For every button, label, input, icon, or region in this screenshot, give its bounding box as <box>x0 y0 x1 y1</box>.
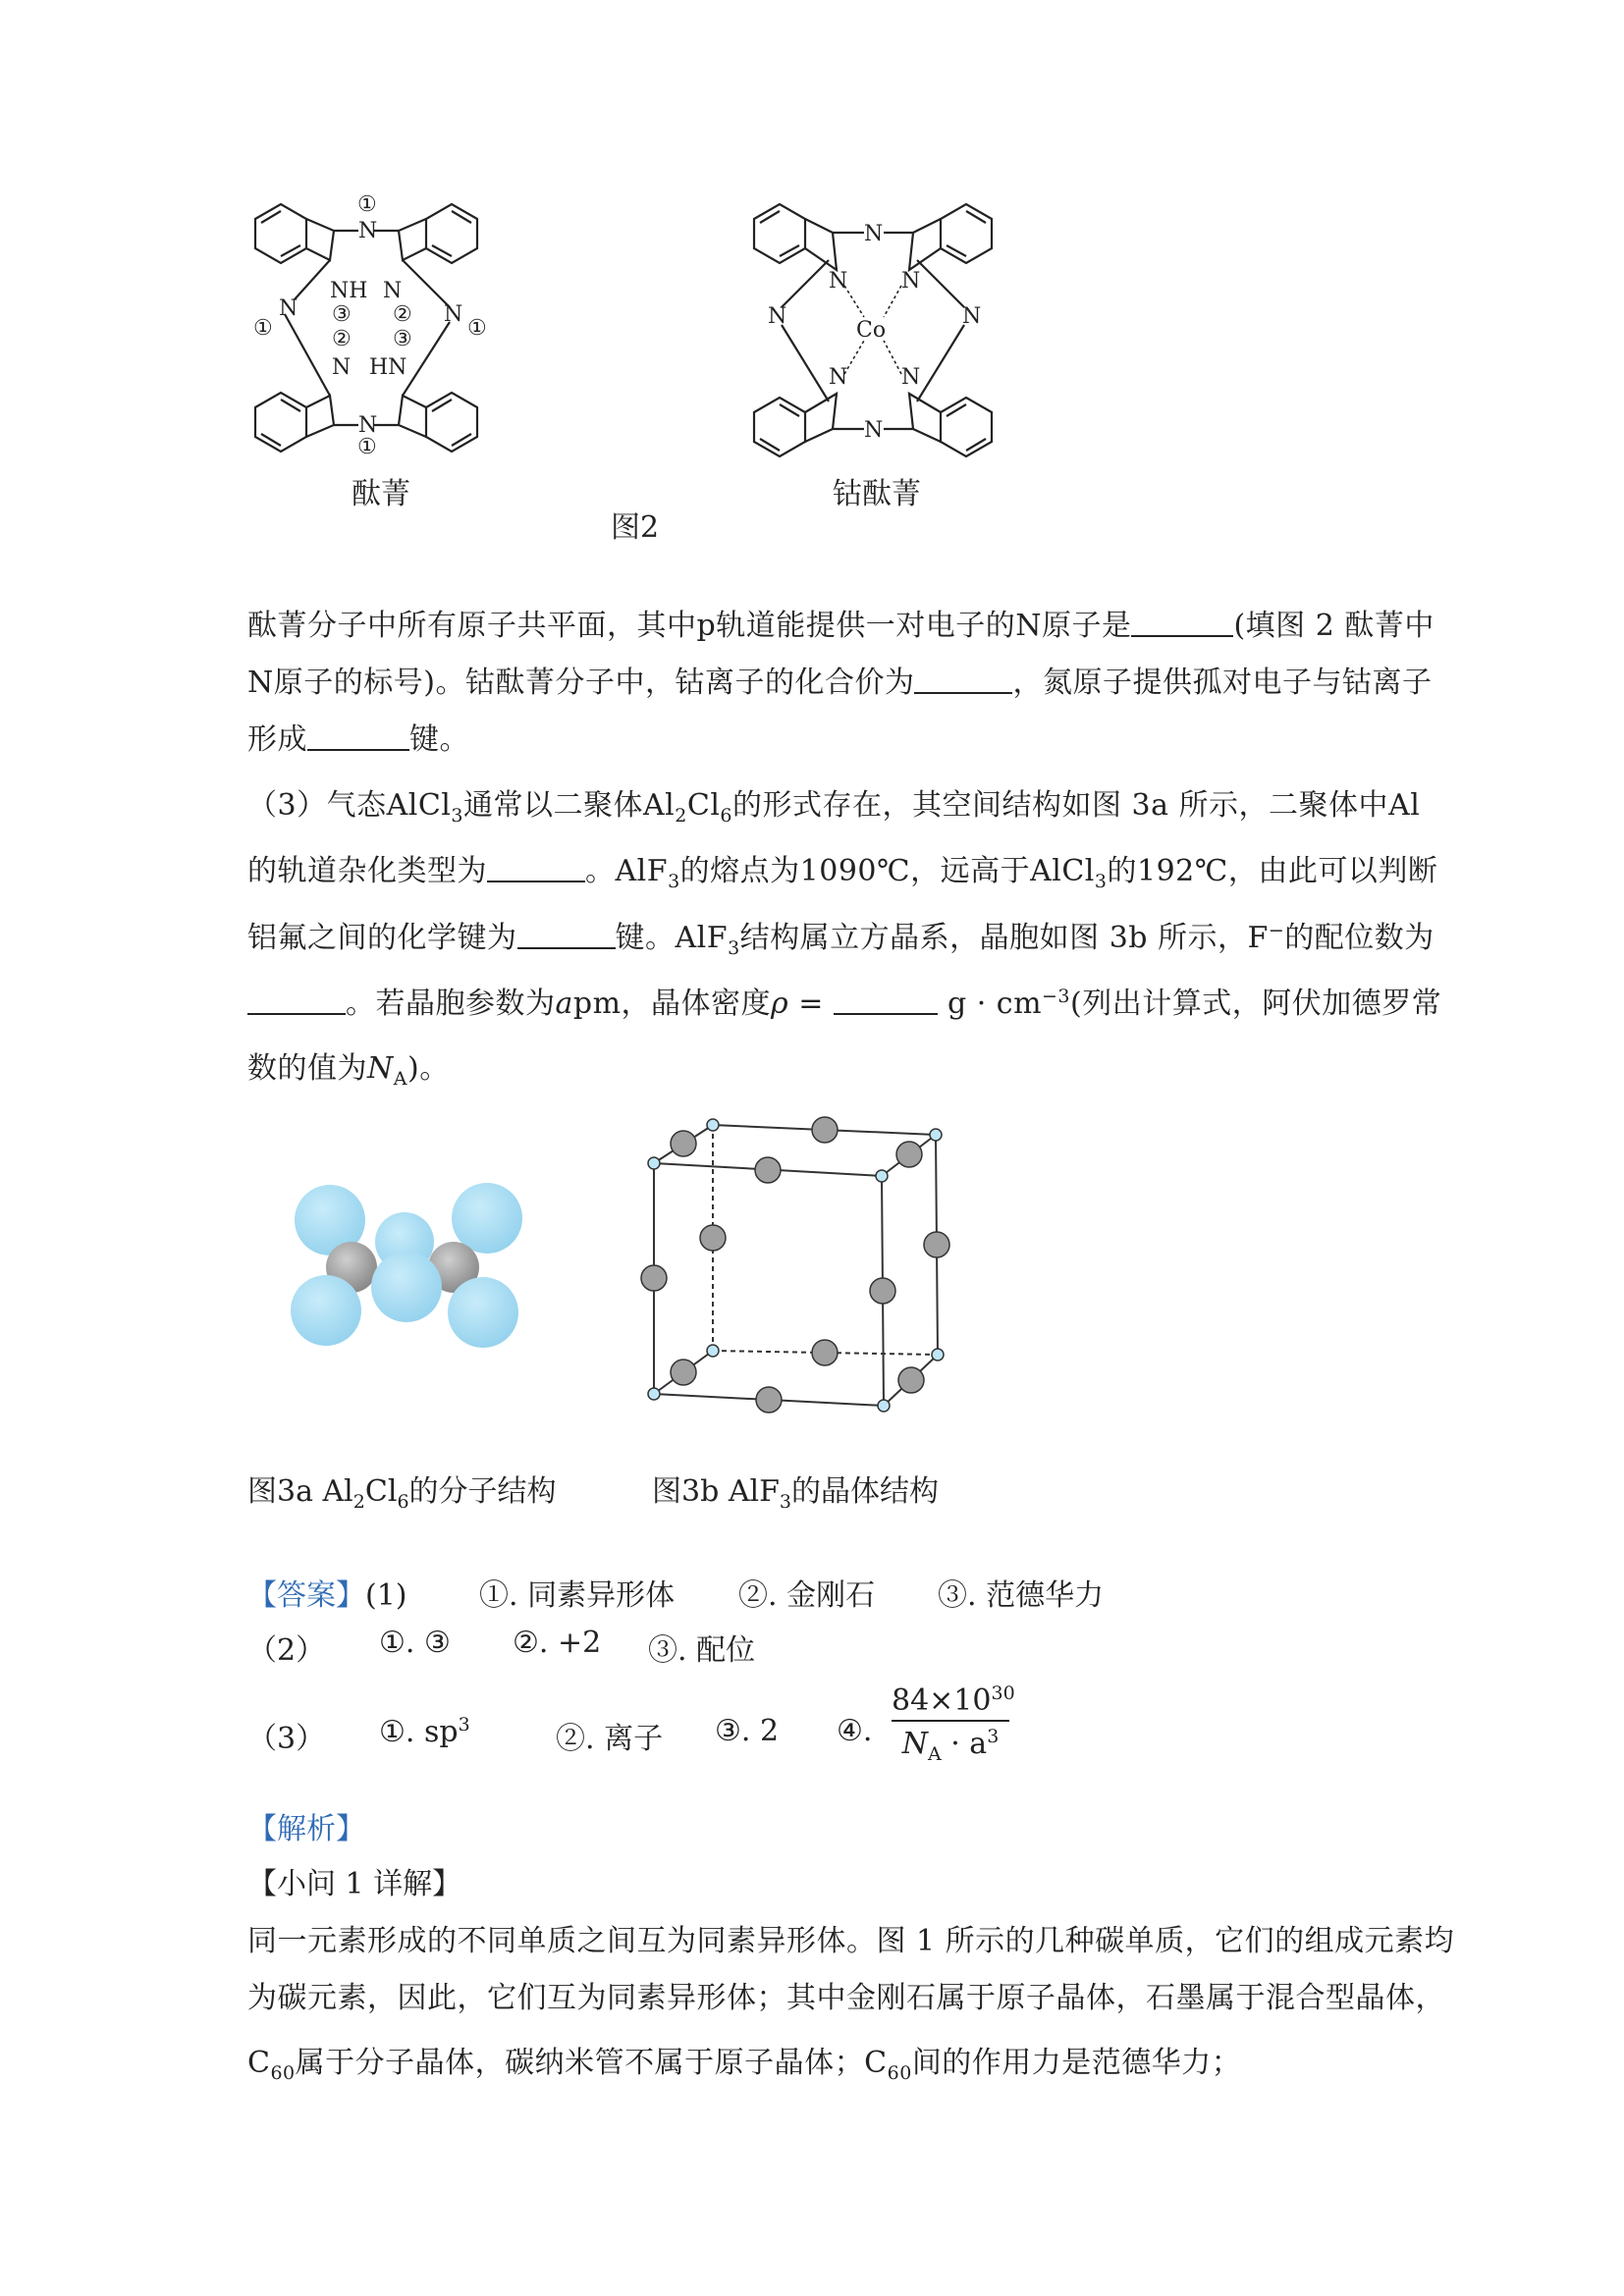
phthalocyanine-caption: 酞菁 <box>352 477 410 511</box>
q3-line-4: 。若晶胞参数为apm，晶体密度$\rho = g \cdot cm^{-3}$(列出计算式，阿伏加德罗常 <box>247 979 1441 1022</box>
fraction-numerator: $84\times 10^{30}$ <box>892 1682 1015 1718</box>
mark-1-right: ① <box>467 316 487 341</box>
co-atom-n-inner-tr: N <box>901 269 921 294</box>
atom-n-top: N <box>358 219 378 243</box>
atom-n-inner-bl: N <box>332 355 352 380</box>
co-atom-n-left: N <box>768 304 787 329</box>
co-atom-n-right: N <box>962 304 982 329</box>
cobalt-phthalocyanine-caption: 钴酞菁 <box>833 477 921 511</box>
blank-hybridization[interactable] <box>487 853 585 882</box>
q3-line-2: 的轨道杂化类型为 。AlF$_3$的熔点为1090℃，远高于AlCl$_3$的192℃，由此可以判断 <box>247 854 1438 892</box>
mark-2-right: ② <box>393 302 412 327</box>
answer-3-a: ①. $sp^3$ <box>379 1714 470 1749</box>
co-atom-n-inner-bl: N <box>829 365 848 390</box>
phthalocyanine-structure <box>236 191 530 471</box>
analysis-line-2: 为碳元素，因此，它们互为同素异形体；其中金刚石属于原子晶体，石墨属于混合型晶体， <box>247 1981 1445 2015</box>
mark-3-right: ③ <box>393 327 412 351</box>
answer-tag: 【答案】 <box>247 1578 365 1613</box>
answer-3-num: （3） <box>247 1722 326 1756</box>
answer-2-a: ①. ③ <box>379 1626 451 1660</box>
answer-fraction <box>892 1682 1015 1765</box>
atom-n-right: N <box>444 302 463 327</box>
fraction-denominator: $N_A \cdot a^3$ <box>892 1720 1009 1765</box>
co-atom-n-bottom: N <box>864 418 884 443</box>
paragraph-line-3: 形成 键。 <box>247 722 469 757</box>
analysis-subheading: 【小问 1 详解】 <box>247 1867 462 1901</box>
co-atom-n-inner-tl: N <box>829 269 848 294</box>
atom-n-left: N <box>279 296 298 321</box>
paragraph-line-1: 酞菁分子中所有原子共平面，其中p轨道能提供一对电子的N原子是 (填图 2 酞菁中 <box>247 609 1435 643</box>
answer-1-a: ①. 同素异形体 <box>479 1578 676 1613</box>
answer-2-num: （2） <box>247 1633 326 1668</box>
q3-line-5: 数的值为$N_A$)。 <box>247 1051 450 1090</box>
figure3b-caption: 图3b AlF$_3$的晶体结构 <box>652 1474 939 1513</box>
mark-1-bottom: ① <box>357 435 377 459</box>
mark-3-left: ③ <box>332 302 352 327</box>
figure2-label: 图2 <box>611 510 660 545</box>
atom-hn: HN <box>369 355 407 380</box>
answer-row-1: 【答案】(1) <box>247 1578 407 1613</box>
q3-line-1: （3）气态AlCl$_3$通常以二聚体$Al_2Cl_6$的形式存在，其空间结构如图 3a 所示，二聚体中Al <box>247 788 1421 827</box>
atom-n-inner-tr: N <box>383 279 403 303</box>
answer-3-d: ④. <box>837 1714 873 1748</box>
blank-bond-type[interactable] <box>307 721 409 751</box>
mark-2-left: ② <box>332 327 352 351</box>
blank-pc-label[interactable] <box>1131 608 1233 637</box>
answer-3-c: ③. 2 <box>715 1714 780 1748</box>
answer-2-b: ②. +2 <box>513 1626 602 1660</box>
blank-al-f-bond[interactable] <box>517 920 616 949</box>
atom-n-bottom: N <box>358 413 378 438</box>
blank-coordination-number[interactable] <box>247 986 346 1015</box>
atom-nh: NH <box>330 279 368 303</box>
co-atom-n-top: N <box>864 222 884 246</box>
answer-2-c: ③. 配位 <box>648 1633 756 1668</box>
blank-density[interactable] <box>834 986 938 1015</box>
mark-1-left: ① <box>253 316 273 341</box>
paragraph-line-2: N原子的标号)。钴酞菁分子中，钴离子的化合价为 ，氮原子提供孤对电子与钴离子 <box>247 666 1433 700</box>
mark-1-top: ① <box>357 192 377 217</box>
q3-line-3: 铝氟之间的化学键为 键。AlF$_3$结构属立方晶系，晶胞如图 3b 所示，F−的配位数为 <box>247 920 1435 959</box>
co-atom-n-inner-br: N <box>901 365 921 390</box>
answer-1-b: ②. 金刚石 <box>738 1578 876 1613</box>
cobalt-phthalocyanine-structure <box>734 191 1019 471</box>
alf3-crystal-cell <box>638 1109 952 1423</box>
blank-co-valence[interactable] <box>914 665 1012 694</box>
co-atom-center: Co <box>856 318 887 343</box>
answer-1-c: ③. 范德华力 <box>938 1578 1105 1613</box>
answer-3-b: ②. 离子 <box>556 1722 664 1756</box>
al2cl6-molecule <box>275 1173 530 1360</box>
analysis-line-3: $C_{60}$属于分子晶体，碳纳米管不属于原子晶体；$C_{60}$间的作用力是范德华力； <box>247 2046 1242 2084</box>
figure3a-caption: 图3a $Al_2Cl_6$的分子结构 <box>247 1474 557 1513</box>
analysis-line-1: 同一元素形成的不同单质之间互为同素异形体。图 1 所示的几种碳单质，它们的组成元素均 <box>247 1924 1455 1958</box>
analysis-tag: 【解析】 <box>247 1812 365 1846</box>
